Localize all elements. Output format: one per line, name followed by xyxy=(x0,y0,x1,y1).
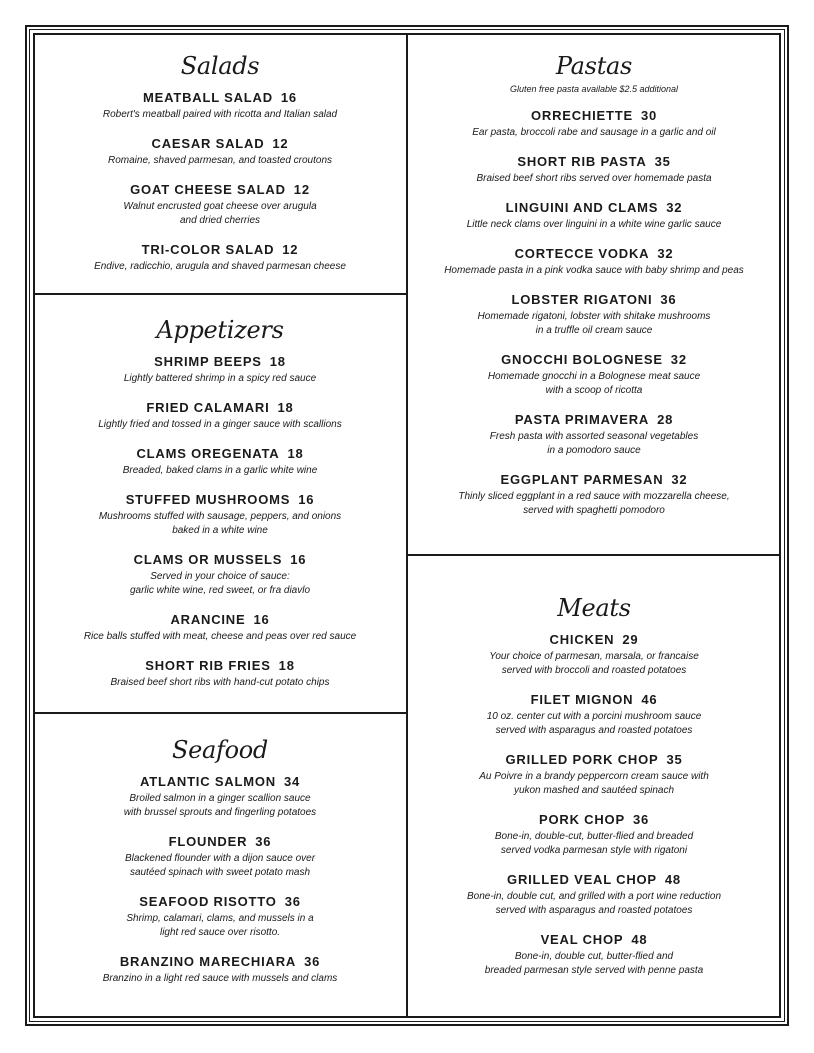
section-title: Seafood xyxy=(172,736,268,764)
menu-item xyxy=(40,774,400,820)
section-seafood xyxy=(40,736,400,1000)
menu-item-description: Bone-in, double-cut, butter-flied and breaded xyxy=(494,831,694,842)
menu-item-heading xyxy=(40,834,400,849)
menu-item-name: SEAFOOD RISOTTO xyxy=(139,894,277,909)
menu-item-description: Bone-in, double cut, butter-flied and xyxy=(514,951,674,962)
menu-item-price: 48 xyxy=(664,872,681,887)
menu-item-heading xyxy=(40,612,400,627)
menu-item xyxy=(40,894,400,940)
menu-item-heading xyxy=(40,90,400,105)
menu-item xyxy=(412,154,776,186)
menu-item xyxy=(412,692,776,738)
menu-item-description: Rice balls stuffed with meat, cheese and peas over red sauce xyxy=(83,631,357,642)
menu-item-description: Romaine, shaved parmesan, and toasted croutons xyxy=(107,155,333,166)
menu-item-description: Homemade rigatoni, lobster with shitake mushrooms xyxy=(477,311,711,322)
menu-item-price: 32 xyxy=(657,246,674,261)
menu-item-heading xyxy=(40,242,400,257)
menu-item-description: and dried cherries xyxy=(179,215,261,226)
menu-item-price: 16 xyxy=(253,612,270,627)
menu-item-description: Lightly fried and tossed in a ginger sauce with scallions xyxy=(98,419,342,430)
menu-item-price: 46 xyxy=(641,692,658,707)
menu-item-price: 36 xyxy=(304,954,321,969)
section-salads xyxy=(40,52,400,288)
menu-item xyxy=(412,932,776,978)
menu-item-name: GRILLED PORK CHOP xyxy=(505,752,659,767)
menu-item-description: in a pomodoro sauce xyxy=(547,445,641,456)
menu-item-price: 18 xyxy=(269,354,286,369)
menu-item-description: Braised beef short ribs served over homemade pasta xyxy=(476,173,712,184)
menu-item xyxy=(412,632,776,678)
menu-item-heading xyxy=(40,894,400,909)
menu-item-name: LOBSTER RIGATONI xyxy=(511,292,653,307)
menu-item-description: Braised beef short ribs with hand-cut potato chips xyxy=(110,677,330,688)
menu-item-name: MEATBALL SALAD xyxy=(143,90,273,105)
column-divider xyxy=(406,33,408,1018)
section-title: Appetizers xyxy=(156,316,284,344)
menu-item-description: Ear pasta, broccoli rabe and sausage in a garlic and oil xyxy=(472,127,716,138)
menu-item-description: served with spaghetti pomodoro xyxy=(523,505,665,516)
menu-item xyxy=(412,412,776,458)
menu-item-description: served with broccoli and roasted potatoes xyxy=(501,665,687,676)
menu-item-description: Au Poivre in a brandy peppercorn cream sauce with xyxy=(479,771,709,782)
menu-item-price: 32 xyxy=(671,472,688,487)
menu-item-name: CHICKEN xyxy=(549,632,615,647)
menu-item xyxy=(412,292,776,338)
menu-item-description: Bone-in, double cut, and grilled with a port wine reduction xyxy=(466,891,722,902)
menu-item xyxy=(412,472,776,518)
menu-item xyxy=(412,246,776,278)
menu-item-name: ARANCINE xyxy=(170,612,246,627)
section-title: Pastas xyxy=(555,52,633,80)
menu-item-price: 16 xyxy=(280,90,297,105)
menu-item xyxy=(412,108,776,140)
menu-item-description: 10 oz. center cut with a porcini mushroom sauce xyxy=(486,711,702,722)
section-title: Salads xyxy=(180,52,260,80)
menu-item-name: GNOCCHI BOLOGNESE xyxy=(501,352,663,367)
section-title: Meats xyxy=(557,594,631,622)
menu-item-price: 36 xyxy=(255,834,272,849)
menu-item-heading xyxy=(40,136,400,151)
menu-item-heading xyxy=(412,472,776,487)
menu-item-name: SHORT RIB FRIES xyxy=(145,658,271,673)
menu-item-price: 12 xyxy=(293,182,310,197)
menu-item-description: Served in your choice of sauce: xyxy=(150,571,290,582)
menu-item-description: Branzino in a light red sauce with mussels and clams xyxy=(102,973,338,984)
menu-item-description: in a truffle oil cream sauce xyxy=(535,325,653,336)
menu-item-price: 32 xyxy=(666,200,683,215)
menu-item-price: 18 xyxy=(278,658,295,673)
menu-item-heading xyxy=(412,200,776,215)
menu-item-description: baked in a white wine xyxy=(172,525,268,536)
menu-item xyxy=(40,354,400,386)
menu-item-name: GOAT CHEESE SALAD xyxy=(130,182,286,197)
menu-item-name: EGGPLANT PARMESAN xyxy=(500,472,664,487)
menu-item-name: CORTECCE VODKA xyxy=(514,246,650,261)
menu-item xyxy=(40,446,400,478)
menu-item xyxy=(40,90,400,122)
gluten-free-note: Gluten free pasta available $2.5 additional xyxy=(509,84,679,94)
menu-item-price: 12 xyxy=(282,242,299,257)
menu-item-heading xyxy=(40,354,400,369)
divider-pastas-meats xyxy=(407,554,781,556)
menu-item-description: Breaded, baked clams in a garlic white wine xyxy=(122,465,318,476)
menu-item-heading xyxy=(40,446,400,461)
menu-item-heading xyxy=(40,658,400,673)
menu-item-heading xyxy=(412,692,776,707)
menu-item-description: light red sauce over risotto. xyxy=(159,927,281,938)
menu-item-price: 32 xyxy=(670,352,687,367)
menu-item xyxy=(40,182,400,228)
menu-item xyxy=(412,872,776,918)
menu-item-name: STUFFED MUSHROOMS xyxy=(125,492,291,507)
menu-item-description: Your choice of parmesan, marsala, or francaise xyxy=(489,651,699,662)
menu-item-price: 29 xyxy=(622,632,639,647)
menu-item-description: Robert's meatball paired with ricotta and Italian salad xyxy=(102,109,338,120)
menu-item-heading xyxy=(412,292,776,307)
menu-item-price: 18 xyxy=(287,446,304,461)
menu-item-price: 36 xyxy=(632,812,649,827)
menu-item-description: Homemade pasta in a pink vodka sauce with baby shrimp and peas xyxy=(444,265,744,276)
menu-item xyxy=(40,400,400,432)
menu-item-description: served vodka parmesan style with rigatoni xyxy=(500,845,688,856)
menu-item xyxy=(40,612,400,644)
menu-item-heading xyxy=(40,954,400,969)
menu-item-name: GRILLED VEAL CHOP xyxy=(507,872,657,887)
menu-item xyxy=(40,834,400,880)
menu-item-heading xyxy=(412,872,776,887)
menu-item xyxy=(40,954,400,986)
menu-item-description: Little neck clams over linguini in a white wine garlic sauce xyxy=(466,219,722,230)
menu-item-heading xyxy=(412,108,776,123)
menu-item-name: PORK CHOP xyxy=(539,812,625,827)
menu-item-description: breaded parmesan style served with penne pasta xyxy=(484,965,704,976)
menu-item-description: Walnut encrusted goat cheese over arugula xyxy=(123,201,317,212)
menu-item-heading xyxy=(412,154,776,169)
menu-item-price: 48 xyxy=(631,932,648,947)
menu-item-price: 18 xyxy=(277,400,294,415)
divider-appetizers-seafood xyxy=(33,712,407,714)
menu-item-name: BRANZINO MARECHIARA xyxy=(119,954,297,969)
menu-item-description: with a scoop of ricotta xyxy=(545,385,643,396)
menu-item xyxy=(412,352,776,398)
menu-item-name: ATLANTIC SALMON xyxy=(139,774,276,789)
menu-item-name: CLAMS OR MUSSELS xyxy=(133,552,283,567)
section-meats xyxy=(412,594,776,992)
menu-item-heading xyxy=(412,932,776,947)
menu-item-name: LINGUINI AND CLAMS xyxy=(505,200,659,215)
divider-salads-appetizers xyxy=(33,293,407,295)
menu-item xyxy=(40,552,400,598)
menu-item-price: 16 xyxy=(298,492,315,507)
menu-item-name: PASTA PRIMAVERA xyxy=(514,412,650,427)
menu-item-description: Broiled salmon in a ginger scallion sauce xyxy=(129,793,311,804)
menu-item xyxy=(40,242,400,274)
menu-item-price: 34 xyxy=(283,774,301,789)
menu-item-heading xyxy=(40,182,400,197)
menu-item-name: SHORT RIB PASTA xyxy=(517,154,647,169)
menu-item-heading xyxy=(412,812,776,827)
section-appetizers xyxy=(40,316,400,704)
menu-item-description: garlic white wine, red sweet, or fra diavlo xyxy=(129,585,311,596)
menu-item xyxy=(40,658,400,690)
menu-item-description: Thinly sliced eggplant in a red sauce with mozzarella cheese, xyxy=(458,491,730,502)
menu-item-description: Mushrooms stuffed with sausage, peppers, and onions xyxy=(98,511,342,522)
menu-item xyxy=(412,752,776,798)
menu-item-name: VEAL CHOP xyxy=(540,932,624,947)
menu-item-name: SHRIMP BEEPS xyxy=(154,354,262,369)
menu-item-description: with brussel sprouts and fingerling potatoes xyxy=(123,807,317,818)
menu-item-description: Lightly battered shrimp in a spicy red sauce xyxy=(123,373,317,384)
menu-item-description: Shrimp, calamari, clams, and mussels in a xyxy=(126,913,314,924)
menu-item-name: FILET MIGNON xyxy=(530,692,634,707)
menu-item-price: 36 xyxy=(660,292,677,307)
menu-item-price: 12 xyxy=(272,136,289,151)
menu-item-price: 30 xyxy=(640,108,658,123)
menu-item-price: 28 xyxy=(657,412,674,427)
menu-item-heading xyxy=(412,632,776,647)
section-pastas xyxy=(412,52,776,532)
menu-item-heading xyxy=(40,552,400,567)
menu-item-name: CLAMS OREGENATA xyxy=(136,446,280,461)
menu-item-description: Homemade gnocchi in a Bolognese meat sauce xyxy=(487,371,701,382)
menu-item-name: ORRECHIETTE xyxy=(530,108,633,123)
menu-item xyxy=(412,200,776,232)
menu-item-description: Endive, radicchio, arugula and shaved parmesan cheese xyxy=(94,261,346,272)
menu-item-heading xyxy=(40,400,400,415)
menu-item-heading xyxy=(412,412,776,427)
menu-item xyxy=(40,492,400,538)
menu-item-name: FRIED CALAMARI xyxy=(146,400,270,415)
menu-item xyxy=(40,136,400,168)
menu-item-price: 36 xyxy=(284,894,301,909)
menu-item-name: FLOUNDER xyxy=(168,834,248,849)
menu-item-name: TRI-COLOR SALAD xyxy=(141,242,275,257)
menu-item-description: Fresh pasta with assorted seasonal vegetables xyxy=(489,431,699,442)
menu-item-heading xyxy=(40,774,400,789)
menu-item-price: 16 xyxy=(290,552,307,567)
menu-item-description: sautéed spinach with sweet potato mash xyxy=(129,867,311,878)
menu-item-heading xyxy=(412,352,776,367)
menu-item-heading xyxy=(412,752,776,767)
menu-item-description: served with asparagus and roasted potatoes xyxy=(495,725,693,736)
menu-item-description: served with asparagus and roasted potatoes xyxy=(495,905,693,916)
menu-item-description: Blackened flounder with a dijon sauce over xyxy=(124,853,316,864)
menu-item-heading xyxy=(40,492,400,507)
menu-item-heading xyxy=(412,246,776,261)
menu-item-name: CAESAR SALAD xyxy=(151,136,265,151)
menu-item-price: 35 xyxy=(666,752,683,767)
menu-item-price: 35 xyxy=(654,154,671,169)
menu-item-description: yukon mashed and sautéed spinach xyxy=(513,785,675,796)
menu-item xyxy=(412,812,776,858)
